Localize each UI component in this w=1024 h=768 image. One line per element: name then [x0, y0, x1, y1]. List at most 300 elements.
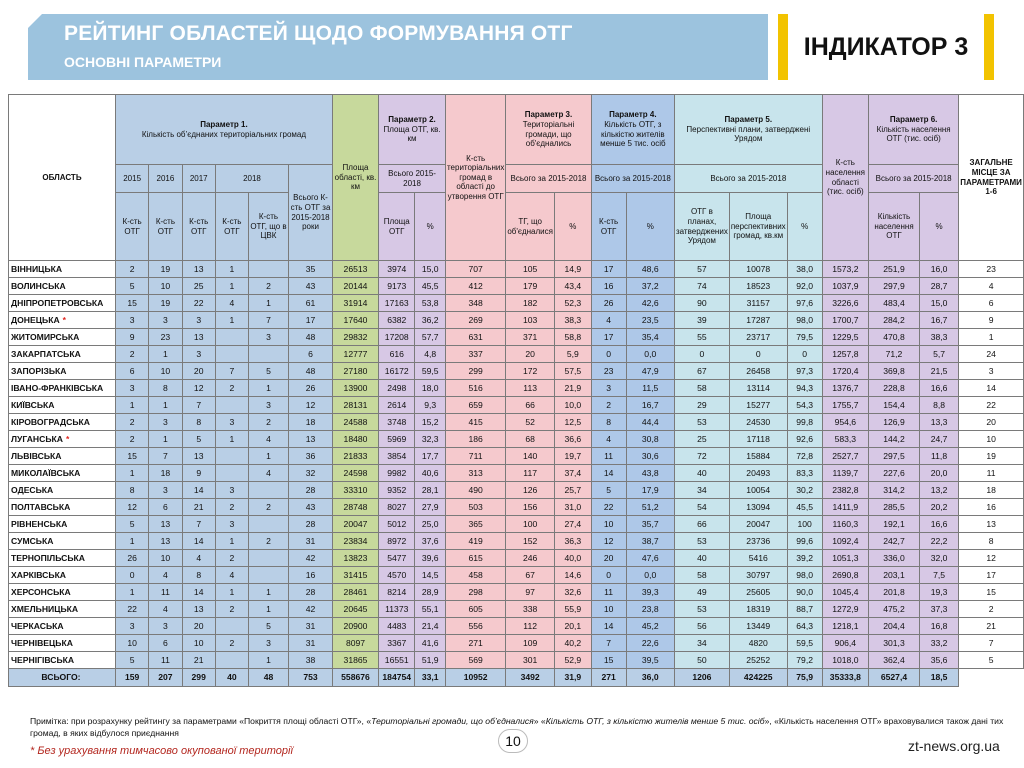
v-area-cell: 20900 [332, 618, 378, 635]
v2016-cell: 11 [149, 584, 182, 601]
v-pop-otg-cell: 251,9 [869, 261, 920, 278]
v-plan-area-cell: 4820 [729, 635, 787, 652]
oblast-name: ХЕРСОНСЬКА [11, 586, 71, 597]
v2016-cell: 1 [149, 397, 182, 414]
v-rank-cell: 18 [959, 482, 1024, 499]
v-plan-pct-cell: 75,9 [787, 669, 822, 687]
col-p5-pct: % [787, 193, 822, 261]
v-pop-otg-cell: 144,2 [869, 431, 920, 448]
v2015-cell: 10 [115, 635, 148, 652]
v-tg-pct-cell: 14,6 [554, 567, 591, 584]
v2018-cell: 1 [215, 584, 248, 601]
v-plan-pct-cell: 97,3 [787, 363, 822, 380]
v-plan-area-cell: 26458 [729, 363, 787, 380]
v-total-cell: 28 [289, 584, 333, 601]
v2016-cell: 23 [149, 329, 182, 346]
v-tg-pct-cell: 19,7 [554, 448, 591, 465]
v-total-cell: 61 [289, 295, 333, 312]
v-pop-pct-cell: 37,3 [919, 601, 958, 618]
v-plan-pct-cell: 72,8 [787, 448, 822, 465]
col-param2: Параметр 2. Площа ОТГ, кв. км [379, 95, 446, 165]
v-area-otg-cell: 6382 [379, 312, 415, 329]
v2017-cell: 20 [182, 363, 215, 380]
v-area-cell: 558676 [332, 669, 378, 687]
table-row [9, 652, 1024, 669]
v-total-cell: 31 [289, 533, 333, 550]
v-area-cell: 20645 [332, 601, 378, 618]
table-row [9, 346, 1024, 363]
v-tg-pct-cell: 36,3 [554, 533, 591, 550]
v-tg-pct-cell: 37,4 [554, 465, 591, 482]
v-tg-pct-cell: 52,3 [554, 295, 591, 312]
col-kst-2018: К-сть ОТГ [215, 193, 248, 261]
v-pop-otg-cell: 297,5 [869, 448, 920, 465]
v-rank-cell: 24 [959, 346, 1024, 363]
v-plan-pct-cell: 99,6 [787, 533, 822, 550]
v-population-cell: 3226,6 [822, 295, 868, 312]
v2016-cell: 10 [149, 550, 182, 567]
v-tg-pct-cell: 31,0 [554, 499, 591, 516]
v-cvk-cell: 3 [248, 635, 288, 652]
v-small-pct-cell: 11,5 [626, 380, 674, 397]
v-tg-before-cell: 516 [445, 380, 505, 397]
v-area-cell: 24598 [332, 465, 378, 482]
v-population-cell: 1045,4 [822, 584, 868, 601]
v-cvk-cell: 2 [248, 533, 288, 550]
table-row [9, 380, 1024, 397]
header-fold [28, 14, 42, 28]
v-tg-joined-cell: 338 [506, 601, 555, 618]
v-area-otg-cell: 3854 [379, 448, 415, 465]
v-plan-area-cell: 31157 [729, 295, 787, 312]
v-plan-pct-cell: 0 [787, 346, 822, 363]
v-small-otg-cell: 26 [591, 295, 626, 312]
v-population-cell: 1218,1 [822, 618, 868, 635]
v-small-otg-cell: 3 [591, 380, 626, 397]
v-population-cell: 1272,9 [822, 601, 868, 618]
v2015-cell: 26 [115, 550, 148, 567]
v-tg-before-cell: 419 [445, 533, 505, 550]
v-population-cell: 1411,9 [822, 499, 868, 516]
v-tg-joined-cell: 113 [506, 380, 555, 397]
v2017-cell: 25 [182, 278, 215, 295]
v-pop-otg-cell: 228,8 [869, 380, 920, 397]
v-area-otg-cell: 9352 [379, 482, 415, 499]
v2015-cell: 1 [115, 465, 148, 482]
ratings-table [8, 94, 1024, 687]
oblast-name: ДОНЕЦЬКА [11, 314, 60, 325]
v-total-cell: 12 [289, 397, 333, 414]
col-2015: 2015 [115, 165, 148, 193]
v-small-otg-cell: 0 [591, 346, 626, 363]
v-tg-pct-cell: 38,3 [554, 312, 591, 329]
col-p2-total: Всього 2015-2018 [379, 165, 446, 193]
v-pop-pct-cell: 11,8 [919, 448, 958, 465]
v-total-cell: 28 [289, 516, 333, 533]
page-title: РЕЙТИНГ ОБЛАСТЕЙ ЩОДО ФОРМУВАННЯ ОТГ [64, 22, 573, 45]
page-number: 10 [498, 729, 528, 753]
v-rank-cell: 23 [959, 261, 1024, 278]
v-area-otg-cell: 17163 [379, 295, 415, 312]
v-rank-cell: 4 [959, 278, 1024, 295]
v-plan-area-cell: 23717 [729, 329, 787, 346]
v-pop-pct-cell: 20,0 [919, 465, 958, 482]
v-small-otg-cell: 10 [591, 601, 626, 618]
table-row [9, 397, 1024, 414]
v-cvk-cell [248, 261, 288, 278]
v-tg-before-cell: 711 [445, 448, 505, 465]
table-row [9, 499, 1024, 516]
v-plan-otg-cell: 72 [674, 448, 729, 465]
v2015-cell: 6 [115, 363, 148, 380]
v-small-otg-cell: 5 [591, 482, 626, 499]
v-small-pct-cell: 35,7 [626, 516, 674, 533]
v-tg-before-cell: 412 [445, 278, 505, 295]
v2018-cell: 2 [215, 635, 248, 652]
v-pop-pct-cell: 7,5 [919, 567, 958, 584]
v-rank-cell: 11 [959, 465, 1024, 482]
v-area-cell: 27180 [332, 363, 378, 380]
oblast-cell [9, 533, 116, 550]
v2018-cell [215, 346, 248, 363]
v-cvk-cell: 1 [248, 380, 288, 397]
v2017-cell: 13 [182, 261, 215, 278]
v-plan-otg-cell: 54 [674, 499, 729, 516]
v-pop-otg-cell: 242,7 [869, 533, 920, 550]
oblast-name: ЧЕРНІВЕЦЬКА [11, 637, 73, 648]
v-total-cell: 31 [289, 635, 333, 652]
v2015-cell: 5 [115, 652, 148, 669]
v-rank-cell: 22 [959, 397, 1024, 414]
v-plan-pct-cell: 90,0 [787, 584, 822, 601]
v-tg-pct-cell: 14,9 [554, 261, 591, 278]
v-area-cell: 13900 [332, 380, 378, 397]
v-small-pct-cell: 38,7 [626, 533, 674, 550]
oblast-cell [9, 618, 116, 635]
v2016-cell: 7 [149, 448, 182, 465]
v-population-cell: 1018,0 [822, 652, 868, 669]
v-pop-pct-cell: 20,2 [919, 499, 958, 516]
oblast-cell [9, 584, 116, 601]
v-population-cell: 583,3 [822, 431, 868, 448]
col-oblast: ОБЛАСТЬ [9, 95, 116, 261]
v-pop-otg-cell: 285,5 [869, 499, 920, 516]
v-tg-pct-cell: 58,8 [554, 329, 591, 346]
v2016-cell: 1 [149, 431, 182, 448]
oblast-name: ХАРКІВСЬКА [11, 569, 67, 580]
v-total-cell: 42 [289, 550, 333, 567]
v-rank-cell: 16 [959, 499, 1024, 516]
v-small-otg-cell: 16 [591, 278, 626, 295]
oblast-name: ВОЛИНСЬКА [11, 280, 66, 291]
v-tg-pct-cell: 21,9 [554, 380, 591, 397]
v-small-otg-cell: 15 [591, 652, 626, 669]
v-tg-pct-cell: 40,0 [554, 550, 591, 567]
col-pop-otg: Кількість населення ОТГ [869, 193, 920, 261]
v-plan-otg-cell: 39 [674, 312, 729, 329]
v-area-otg-cell: 16172 [379, 363, 415, 380]
oblast-name: СУМСЬКА [11, 535, 54, 546]
table-row [9, 278, 1024, 295]
v-plan-otg-cell: 34 [674, 482, 729, 499]
v-tg-joined-cell: 179 [506, 278, 555, 295]
v-area-cell: 28748 [332, 499, 378, 516]
v-pop-pct-cell: 16,6 [919, 380, 958, 397]
col-p6-total: Всього за 2015-2018 [869, 165, 959, 193]
v-total-cell: 18 [289, 414, 333, 431]
v-area-pct-cell: 15,2 [415, 414, 446, 431]
v-tg-joined-cell: 3492 [506, 669, 555, 687]
v-rank-cell: 21 [959, 618, 1024, 635]
v2017-cell: 10 [182, 635, 215, 652]
v-plan-otg-cell: 66 [674, 516, 729, 533]
col-param3: Параметр 3. Територіальні громади, що об'єднались [506, 95, 591, 165]
v-plan-area-cell: 15277 [729, 397, 787, 414]
v-total-cell: 753 [289, 669, 333, 687]
oblast-name: ЧЕРКАСЬКА [11, 620, 64, 631]
v2018-cell: 1 [215, 533, 248, 550]
v-tg-pct-cell: 25,7 [554, 482, 591, 499]
v-pop-pct-cell: 16,8 [919, 618, 958, 635]
v-plan-otg-cell: 90 [674, 295, 729, 312]
v2017-cell: 4 [182, 550, 215, 567]
note-suffix: », «Кількість населення ОТГ» враховувалися також дані тих громад, в яких відбулося приєднання [30, 716, 1004, 738]
v2017-cell: 7 [182, 397, 215, 414]
v2016-cell: 19 [149, 261, 182, 278]
v-population-cell: 1092,4 [822, 533, 868, 550]
v-cvk-cell [248, 482, 288, 499]
v-tg-pct-cell: 55,9 [554, 601, 591, 618]
v-cvk-cell: 1 [248, 295, 288, 312]
v-small-otg-cell: 14 [591, 465, 626, 482]
v-small-pct-cell: 47,9 [626, 363, 674, 380]
v-total-cell: 38 [289, 652, 333, 669]
v-area-otg-cell: 8214 [379, 584, 415, 601]
v2015-cell: 2 [115, 431, 148, 448]
v-area-otg-cell: 17208 [379, 329, 415, 346]
v2017-cell: 7 [182, 516, 215, 533]
oblast-name: КІРОВОГРАДСЬКА [11, 416, 90, 427]
v-total-cell: 16 [289, 567, 333, 584]
v-plan-otg-cell: 55 [674, 329, 729, 346]
v-tg-joined-cell: 103 [506, 312, 555, 329]
v-tg-before-cell: 556 [445, 618, 505, 635]
v-area-pct-cell: 59,5 [415, 363, 446, 380]
v-small-pct-cell: 22,6 [626, 635, 674, 652]
v-cvk-cell: 5 [248, 618, 288, 635]
v-area-pct-cell: 45,5 [415, 278, 446, 295]
v-total-cell: 32 [289, 465, 333, 482]
v-cvk-cell: 1 [248, 652, 288, 669]
v2016-cell: 11 [149, 652, 182, 669]
oblast-cell [9, 516, 116, 533]
v-plan-pct-cell: 79,2 [787, 652, 822, 669]
v-pop-pct-cell: 19,3 [919, 584, 958, 601]
v-population-cell: 2382,8 [822, 482, 868, 499]
star-footnote: * Без урахування тимчасово окупованої території [30, 745, 293, 757]
v-plan-pct-cell: 97,6 [787, 295, 822, 312]
v-pop-pct-cell: 16,6 [919, 516, 958, 533]
table-row [9, 584, 1024, 601]
note-italic-2: Кількість ОТГ, з кількістю жителів менше 5 тис. осіб [545, 716, 765, 726]
v-pop-otg-cell: 192,1 [869, 516, 920, 533]
oblast-cell [9, 414, 116, 431]
v-population-cell: 954,6 [822, 414, 868, 431]
v-pop-pct-cell: 22,2 [919, 533, 958, 550]
v-pop-otg-cell: 204,4 [869, 618, 920, 635]
v-plan-otg-cell: 74 [674, 278, 729, 295]
v-area-pct-cell: 53,8 [415, 295, 446, 312]
v-small-pct-cell: 45,2 [626, 618, 674, 635]
v-plan-otg-cell: 34 [674, 635, 729, 652]
v-pop-pct-cell: 13,3 [919, 414, 958, 431]
v-tg-joined-cell: 66 [506, 397, 555, 414]
v-plan-pct-cell: 64,3 [787, 618, 822, 635]
v-small-otg-cell: 11 [591, 584, 626, 601]
v-population-cell: 1376,7 [822, 380, 868, 397]
v2018-cell: 1 [215, 261, 248, 278]
v2016-cell: 8 [149, 380, 182, 397]
v-plan-pct-cell: 92,6 [787, 431, 822, 448]
v-pop-pct-cell: 15,0 [919, 295, 958, 312]
table-row [9, 295, 1024, 312]
v-area-cell: 23834 [332, 533, 378, 550]
v2017-cell: 20 [182, 618, 215, 635]
table-row [9, 516, 1024, 533]
v-pop-pct-cell: 21,5 [919, 363, 958, 380]
v2015-cell: 2 [115, 414, 148, 431]
v2015-cell: 3 [115, 380, 148, 397]
table-row [9, 601, 1024, 618]
col-2016: 2016 [149, 165, 182, 193]
v-cvk-cell: 48 [248, 669, 288, 687]
v-pop-otg-cell: 314,2 [869, 482, 920, 499]
v2015-cell: 1 [115, 533, 148, 550]
v-area-cell: 17640 [332, 312, 378, 329]
oblast-cell [9, 431, 116, 448]
v2017-cell: 5 [182, 431, 215, 448]
v-plan-otg-cell: 50 [674, 652, 729, 669]
v-tg-joined-cell: 109 [506, 635, 555, 652]
col-param6: Параметр 6. Кількість населення ОТГ (тис. осіб) [869, 95, 959, 165]
v-tg-joined-cell: 182 [506, 295, 555, 312]
v-pop-otg-cell: 203,1 [869, 567, 920, 584]
v-plan-pct-cell: 30,2 [787, 482, 822, 499]
col-otg-plans: ОТГ в планах, затверджених Урядом [674, 193, 729, 261]
v-total-cell: 6 [289, 346, 333, 363]
v-small-otg-cell: 8 [591, 414, 626, 431]
v-small-otg-cell: 4 [591, 431, 626, 448]
oblast-name: ХМЕЛЬНИЦЬКА [11, 603, 79, 614]
v-area-pct-cell: 28,1 [415, 482, 446, 499]
v-plan-otg-cell: 25 [674, 431, 729, 448]
v-total-cell: 36 [289, 448, 333, 465]
v-cvk-cell: 2 [248, 278, 288, 295]
indicator-badge [778, 14, 994, 80]
site-watermark: zt-news.org.ua [908, 738, 1000, 754]
v-plan-pct-cell: 83,3 [787, 465, 822, 482]
v-area-pct-cell: 33,1 [415, 669, 446, 687]
v-population-cell: 2690,8 [822, 567, 868, 584]
v-tg-before-cell: 503 [445, 499, 505, 516]
v-pop-pct-cell: 16,7 [919, 312, 958, 329]
v-plan-pct-cell: 59,5 [787, 635, 822, 652]
v-plan-area-cell: 10054 [729, 482, 787, 499]
v2017-cell: 3 [182, 312, 215, 329]
v2018-cell: 4 [215, 295, 248, 312]
v-pop-pct-cell: 33,2 [919, 635, 958, 652]
v-rank-cell: 10 [959, 431, 1024, 448]
col-p2-pct: % [415, 193, 446, 261]
oblast-name: ЖИТОМИРСЬКА [11, 331, 80, 342]
v-area-cell: 29832 [332, 329, 378, 346]
v-pop-otg-cell: 483,4 [869, 295, 920, 312]
v-plan-pct-cell: 100 [787, 516, 822, 533]
v2017-cell: 21 [182, 499, 215, 516]
v-small-pct-cell: 0,0 [626, 346, 674, 363]
v2016-cell: 3 [149, 618, 182, 635]
v-small-otg-cell: 20 [591, 550, 626, 567]
v-pop-pct-cell: 5,7 [919, 346, 958, 363]
v-tg-joined-cell: 100 [506, 516, 555, 533]
v-small-pct-cell: 30,8 [626, 431, 674, 448]
v2016-cell: 6 [149, 499, 182, 516]
v-area-pct-cell: 36,2 [415, 312, 446, 329]
v-plan-area-cell: 13114 [729, 380, 787, 397]
v-area-pct-cell: 15,0 [415, 261, 446, 278]
v-population-cell: 35333,8 [822, 669, 868, 687]
note-italic-1: Територіальні громади, що об’єдналися [371, 716, 534, 726]
v2016-cell: 13 [149, 533, 182, 550]
v-tg-before-cell: 299 [445, 363, 505, 380]
note-mid: » « [533, 716, 546, 726]
v-area-pct-cell: 57,7 [415, 329, 446, 346]
v-plan-area-cell: 10078 [729, 261, 787, 278]
v-total-cell: 48 [289, 329, 333, 346]
v2017-cell: 13 [182, 601, 215, 618]
v2016-cell: 207 [149, 669, 182, 687]
v-plan-otg-cell: 56 [674, 618, 729, 635]
v-population-cell: 1720,4 [822, 363, 868, 380]
v-area-cell: 18480 [332, 431, 378, 448]
oblast-cell [9, 261, 116, 278]
v-pop-pct-cell: 28,7 [919, 278, 958, 295]
v-area-pct-cell: 25,0 [415, 516, 446, 533]
v-plan-otg-cell: 57 [674, 261, 729, 278]
v2017-cell: 12 [182, 380, 215, 397]
v-tg-pct-cell: 31,9 [554, 669, 591, 687]
oblast-name: ВСЬОГО: [41, 672, 81, 683]
col-p4-total: Всього за 2015-2018 [591, 165, 674, 193]
v-tg-before-cell: 10952 [445, 669, 505, 687]
v2015-cell: 2 [115, 261, 148, 278]
v2018-cell [215, 465, 248, 482]
table-row [9, 431, 1024, 448]
table-body [9, 261, 1024, 687]
v2016-cell: 13 [149, 516, 182, 533]
v-tg-joined-cell: 172 [506, 363, 555, 380]
oblast-name: ВІННИЦЬКА [11, 263, 63, 274]
v-population-cell: 1229,5 [822, 329, 868, 346]
v-area-pct-cell: 39,6 [415, 550, 446, 567]
v-total-cell: 43 [289, 499, 333, 516]
v2017-cell: 299 [182, 669, 215, 687]
v-tg-before-cell: 365 [445, 516, 505, 533]
oblast-cell [9, 635, 116, 652]
col-persp-area: Площа перспективних громад, кв.км [729, 193, 787, 261]
v-rank-cell: 7 [959, 635, 1024, 652]
v-plan-area-cell: 424225 [729, 669, 787, 687]
